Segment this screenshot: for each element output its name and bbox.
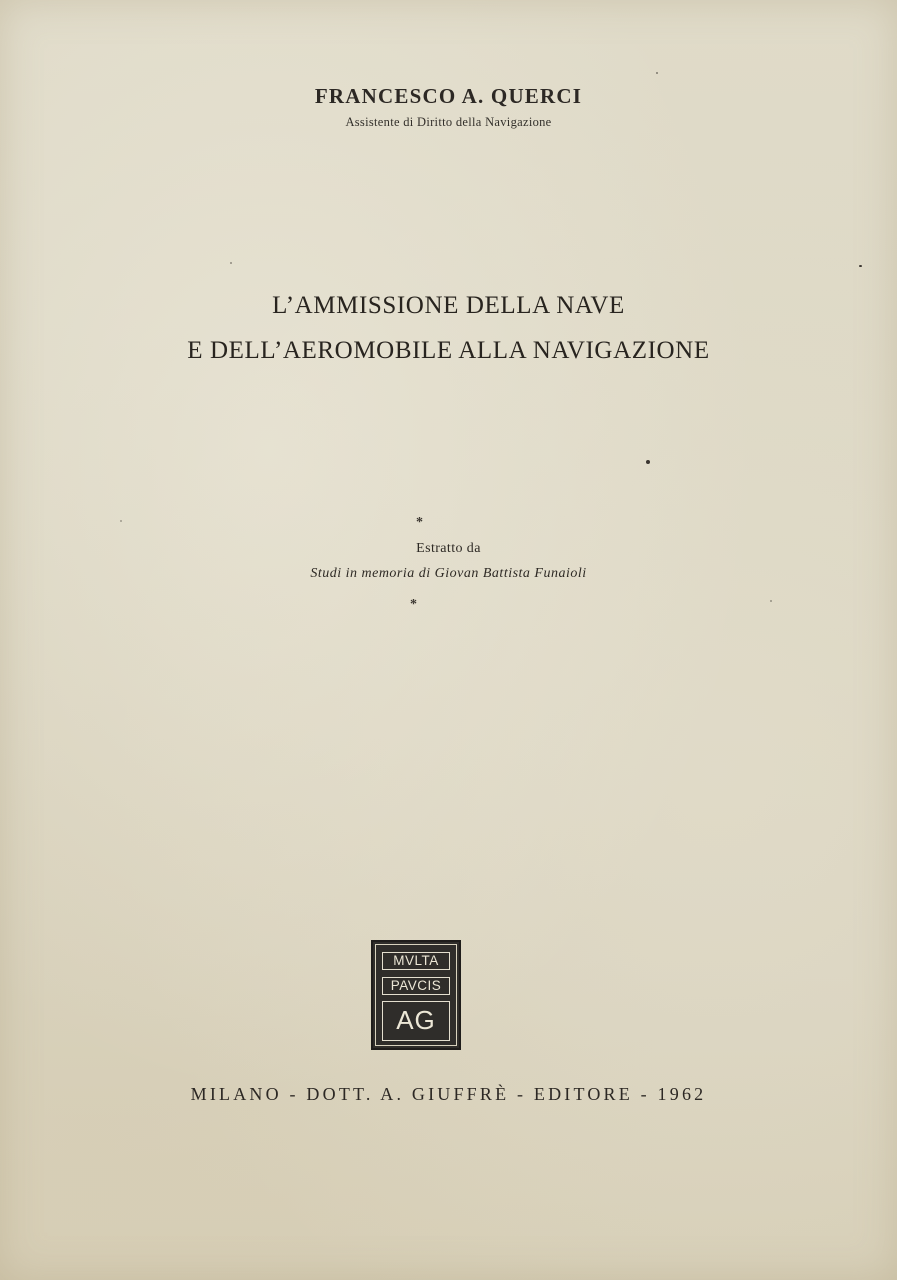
logo-monogram: AG <box>382 1001 450 1041</box>
publisher-logo <box>371 940 461 1050</box>
paper-speck <box>646 460 650 464</box>
extract-source: Studi in memoria di Giovan Battista Funaioli <box>310 566 587 581</box>
title-line-1: L’AMMISSIONE DELLA NAVE <box>272 292 625 319</box>
logo-motto-line-2: PAVCIS <box>382 977 450 995</box>
book-cover: FRANCESCO A. QUERCI Assistente di Diritto della Navigazione L’AMMISSIONE DELLA NAVE E DELL’AEROMOBILE ALLA NAVIGAZIONE * Estratto da Studi in memoria di Giovan Battista Funaioli * MVLTA PAVCIS AG MILANO - DOTT. A. GIUFFRÈ - EDITORE - 1962 <box>0 0 897 1280</box>
publisher-imprint: MILANO - DOTT. A. GIUFFRÈ - EDITORE - 1962 <box>190 1084 707 1104</box>
paper-speck <box>770 600 772 602</box>
title-line-2: E DELL’AEROMOBILE ALLA NAVIGAZIONE <box>187 337 710 364</box>
author-affiliation: Assistente di Diritto della Navigazione <box>345 115 552 129</box>
paper-speck <box>120 520 122 522</box>
paper-speck <box>230 262 232 264</box>
extract-label: Estratto da <box>416 541 481 556</box>
author-name: FRANCESCO A. QUERCI <box>314 84 583 108</box>
logo-motto-line-1: MVLTA <box>382 952 450 970</box>
paper-speck <box>656 72 658 74</box>
paper-speck <box>859 265 862 267</box>
